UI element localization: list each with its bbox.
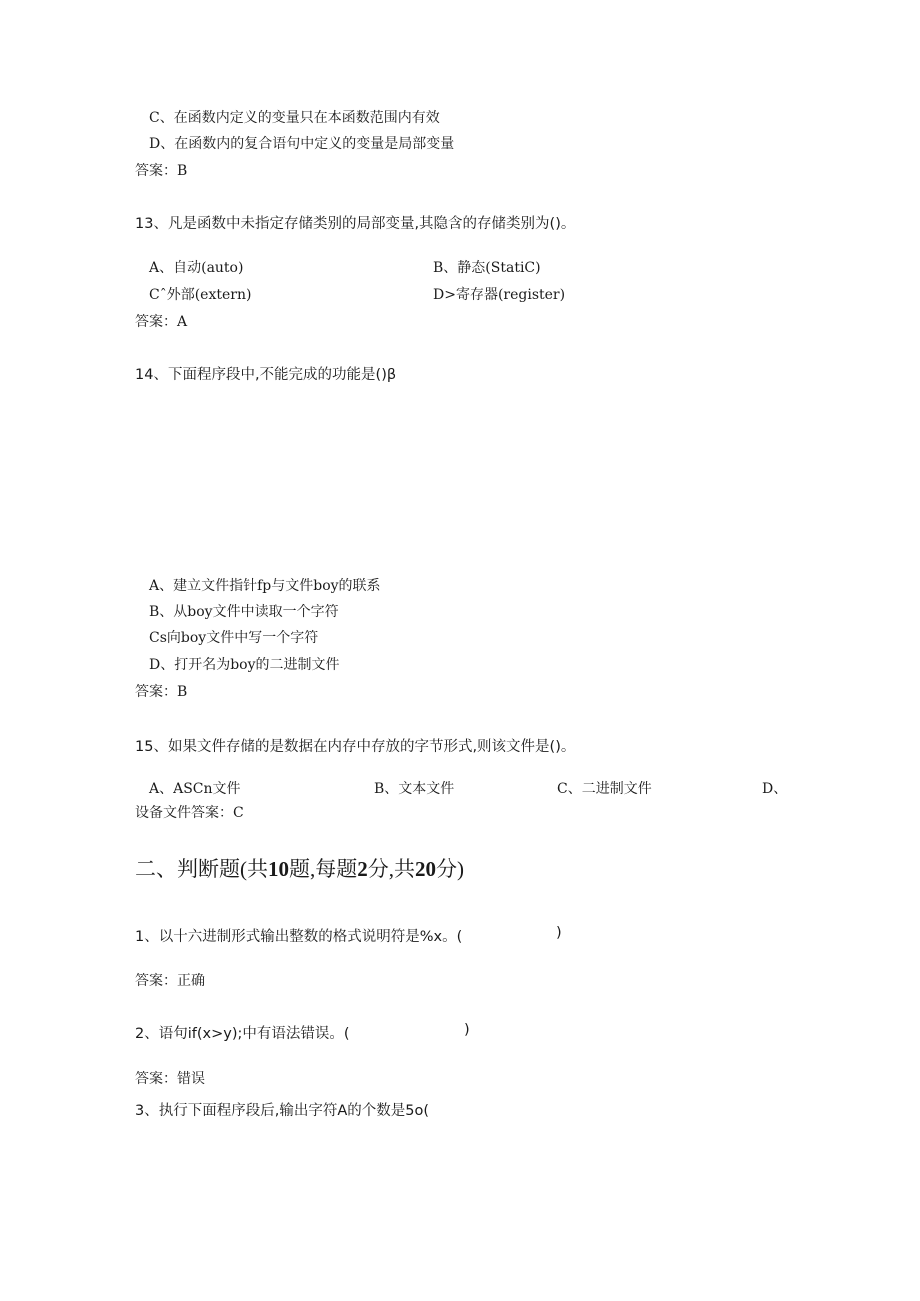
- q12-option-d: D、在函数内的复合语句中定义的变量是局部变量: [149, 136, 455, 152]
- tf2-close-paren: ): [464, 1022, 470, 1038]
- q13-option-b: B、静态(StatiC): [433, 260, 541, 276]
- tf3-question: 3、执行下面程序段后,输出字符A的个数是5o(: [135, 1103, 430, 1119]
- section-heading-prefix: 二、判断题(共: [135, 857, 268, 881]
- tf2-answer: 答案：错误: [135, 1071, 205, 1087]
- tf1-close-paren: ): [556, 925, 562, 941]
- q13-option-d: D>寄存器(register): [433, 287, 566, 303]
- q13-answer: 答案：A: [135, 314, 188, 330]
- q14-option-d: D、打开名为boy的二进制文件: [149, 657, 340, 673]
- q14-option-b: B、从boy文件中读取一个字符: [149, 604, 339, 620]
- tf1-question: 1、以十六进制形式输出整数的格式说明符是%x。(: [135, 929, 463, 945]
- q15-question: 15、如果文件存储的是数据在内存中存放的字节形式,则该文件是()。: [135, 739, 576, 755]
- tf2-question: 2、语句if(x>y);中有语法错误。(: [135, 1026, 350, 1042]
- q13-option-c: Cˆ外部(extern): [149, 287, 252, 303]
- section-heading-count: 10: [268, 857, 289, 881]
- q15-option-b: B、文本文件: [374, 781, 455, 797]
- q15-option-c: C、二进制文件: [557, 781, 652, 797]
- tf1-answer: 答案：正确: [135, 973, 205, 989]
- q14-answer: 答案：B: [135, 684, 188, 700]
- section-heading-points-each: 2: [357, 857, 368, 881]
- q15-continuation: 设备文件答案：C: [135, 805, 244, 821]
- q13-question: 13、凡是函数中未指定存储类别的局部变量,其隐含的存储类别为()。: [135, 216, 576, 232]
- section-heading-suffix: 分): [436, 857, 464, 881]
- q14-option-c: Cs向boy文件中写一个字符: [149, 630, 319, 646]
- q12-option-c: C、在函数内定义的变量只在本函数范围内有效: [149, 110, 440, 126]
- q14-question: 14、下面程序段中,不能完成的功能是()β: [135, 367, 397, 383]
- q15-option-d: D、: [762, 781, 788, 797]
- section-heading: [135, 853, 464, 883]
- section-heading-mid2: 分,共: [367, 857, 415, 881]
- section-heading-total: 20: [415, 857, 436, 881]
- q12-answer: 答案：B: [135, 163, 188, 179]
- section-heading-mid1: 题,每题: [289, 857, 358, 881]
- q13-option-a: A、自动(auto): [149, 260, 244, 276]
- q15-option-a: A、ASCn文件: [149, 781, 241, 797]
- q14-option-a: A、建立文件指针fp与文件boy的联系: [149, 578, 381, 594]
